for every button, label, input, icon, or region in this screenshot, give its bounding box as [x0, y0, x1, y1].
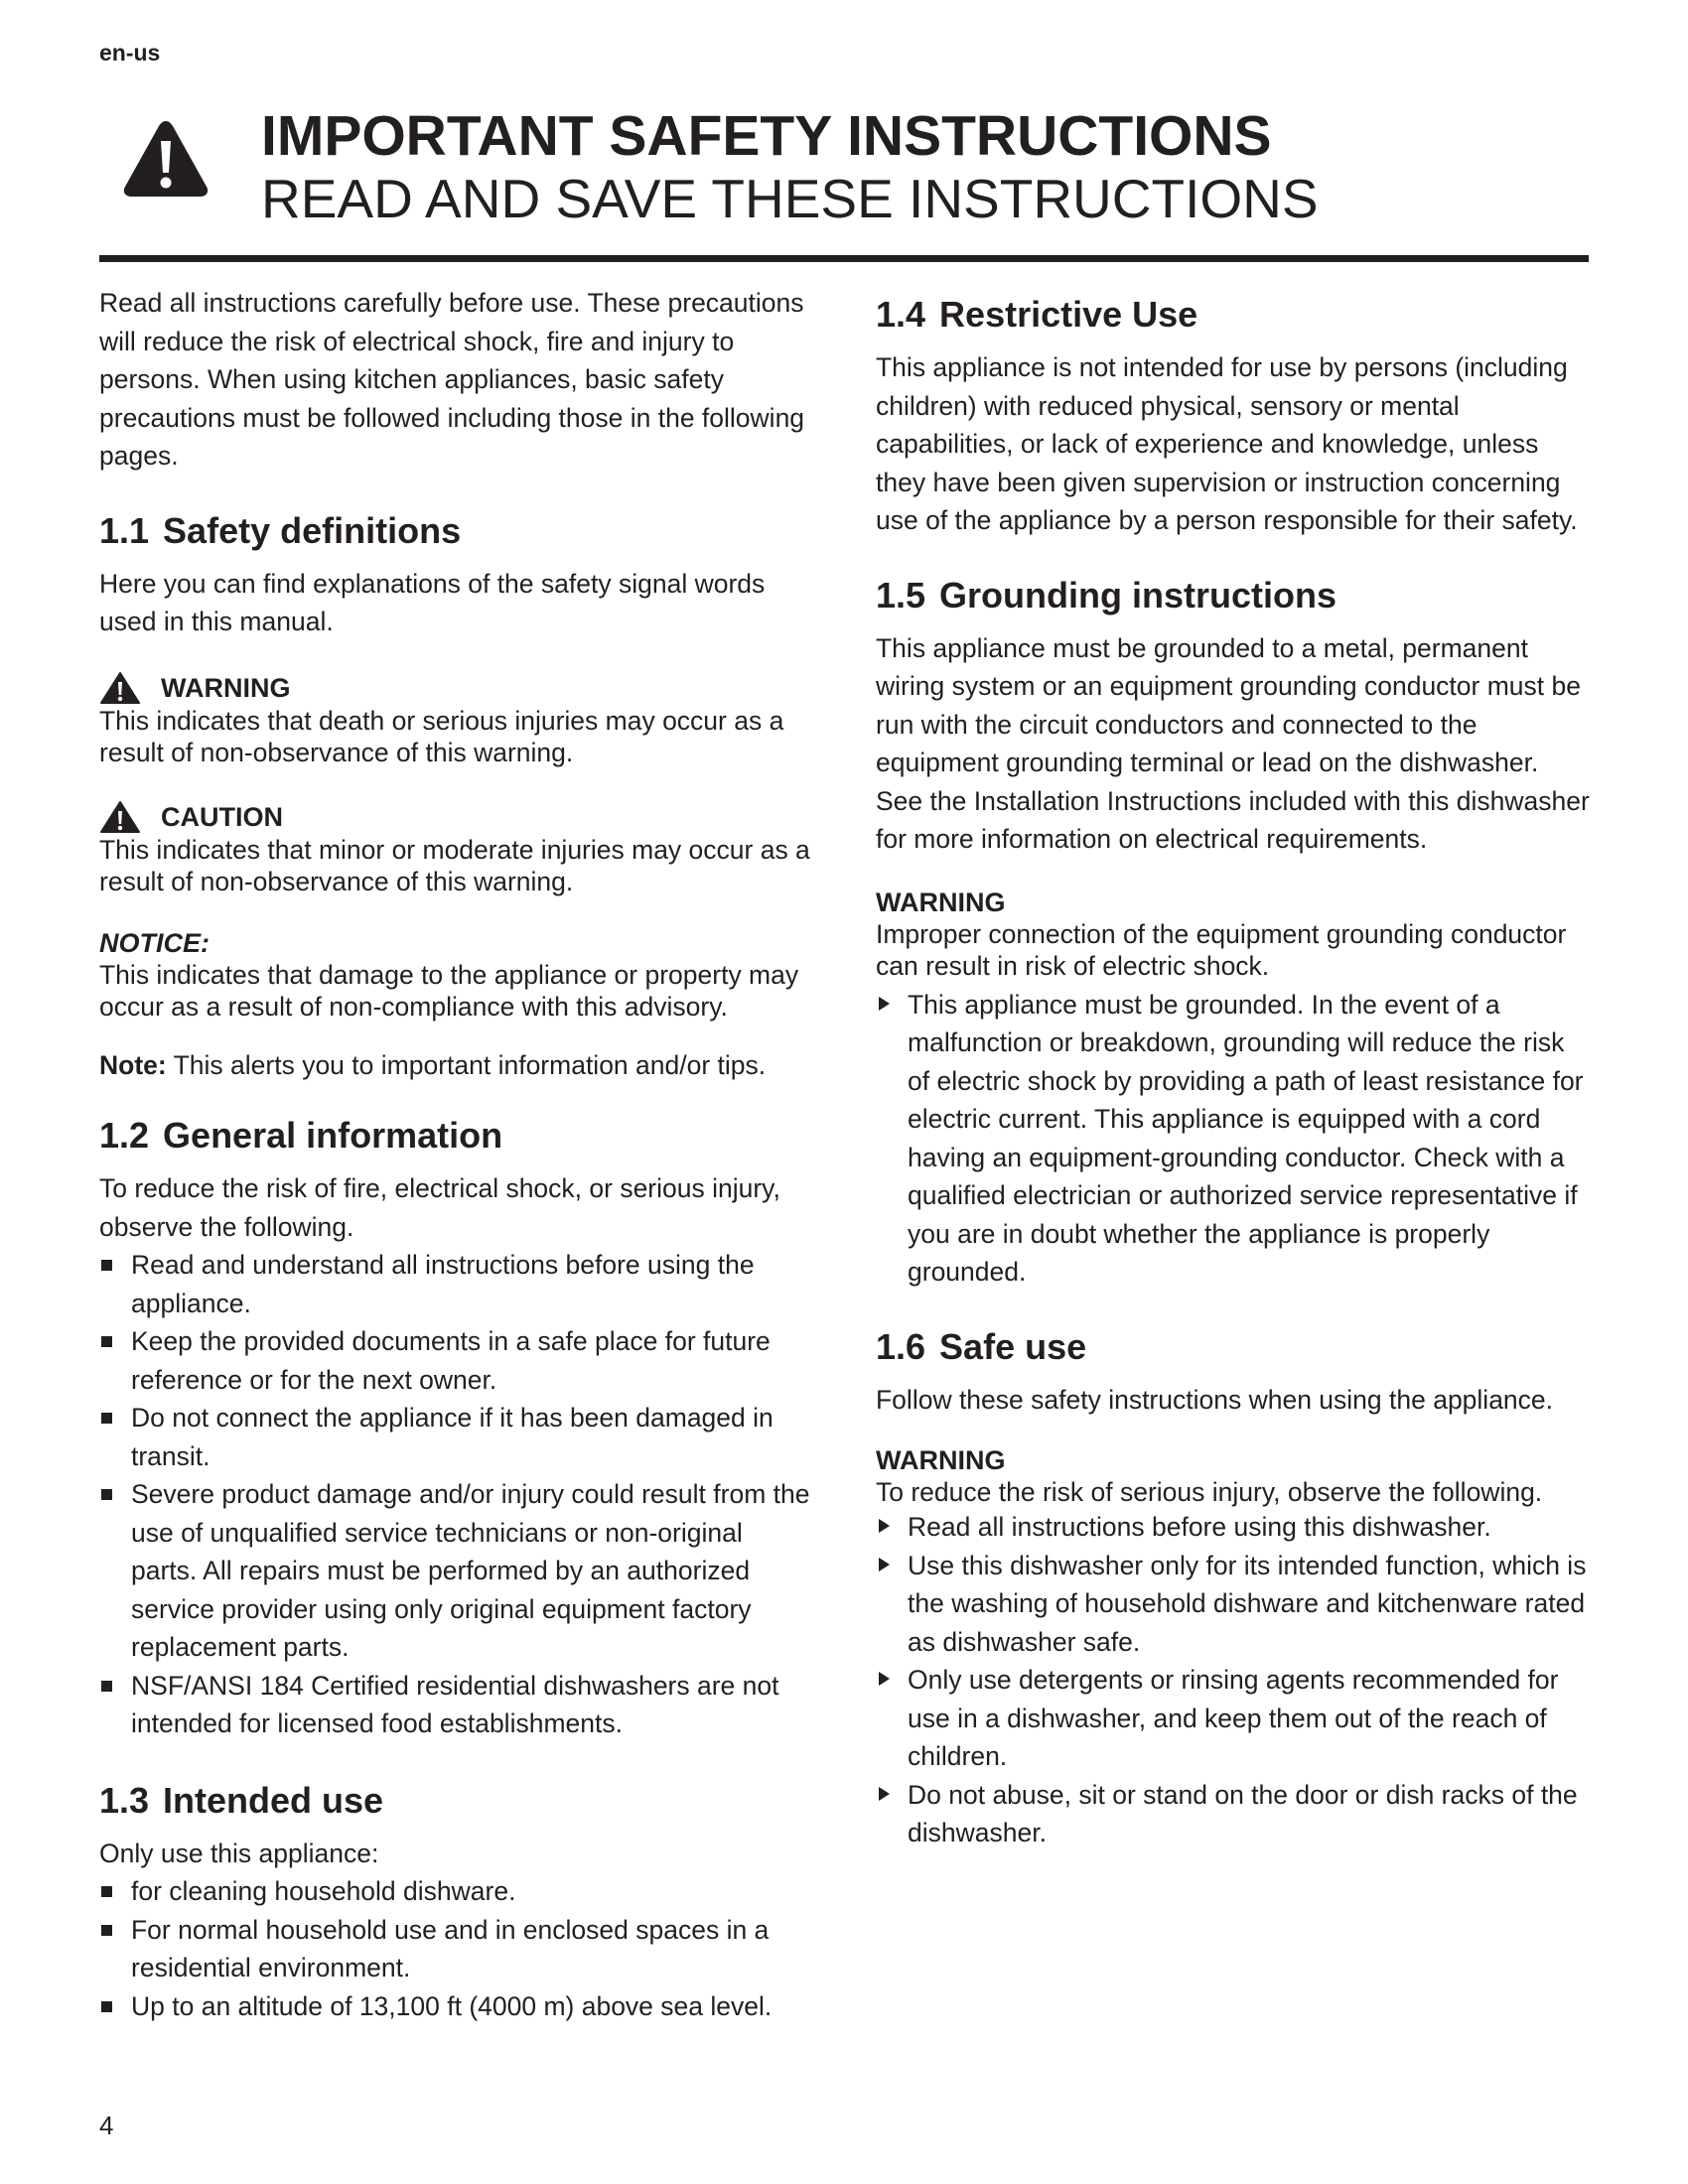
section-title: Intended use	[163, 1779, 384, 1821]
title-block	[261, 103, 1319, 228]
notice-label: NOTICE:	[99, 927, 210, 958]
page-number: 4	[99, 2111, 114, 2140]
note-label: Note:	[99, 1049, 167, 1080]
safe-use-warning-label: WARNING	[876, 1445, 1006, 1475]
section-1-3-text: Only use this appliance:	[99, 1838, 379, 1868]
list-item: Read and understand all instructions before using the appliance.	[99, 1246, 814, 1322]
list-item: For normal household use and in enclosed spaces in a residential environment.	[99, 1911, 814, 1987]
list-item: Use this dishwasher only for its intended function, which is the washing of household dishware and kitchenware rated as dishwasher safe.	[876, 1547, 1591, 1662]
intended-use-list	[99, 1872, 814, 2025]
warning-text: This indicates that death or serious injuries may occur as a result of non-observance of this warning.	[99, 705, 784, 767]
section-1-5-text: This appliance must be grounded to a metal, permanent wiring system or an equipment grounding conductor must be run with the circuit conductors and connected to the equipment grounding terminal or lead on the dishwasher. See the Installation Instructions included with this dishwasher for more information on electrical requirements.	[876, 632, 1590, 854]
section-1-1-text: Here you can find explanations of the safety signal words used in this manual.	[99, 568, 766, 636]
section-title: Safety definitions	[163, 509, 462, 551]
list-item: NSF/ANSI 184 Certified residential dishwashers are not intended for licensed food establishments.	[99, 1667, 814, 1743]
general-info-list	[99, 1246, 814, 1743]
list-item: Do not abuse, sit or stand on the door or dish racks of the dishwasher.	[876, 1776, 1591, 1852]
list-item: This appliance must be grounded. In the event of a malfunction or breakdown, grounding will reduce the risk of electric shock by providing a path of least resistance for electric current. This appliance is equipped with a cord having an equipment-grounding conductor. Check with a qualified electrician or authorized service representative if you are in doubt whether the appliance is properly grounded.	[876, 986, 1591, 1292]
grounding-warning-text: Improper connection of the equipment grounding conductor can result in risk of electric shock.	[876, 918, 1567, 981]
section-number: 1.3	[99, 1779, 150, 1821]
warning-label: WARNING	[161, 672, 291, 703]
language-code: en-us	[99, 40, 161, 66]
warning-triangle-icon	[121, 117, 211, 199]
caution-signal	[99, 800, 814, 834]
section-1-2-text: To reduce the risk of fire, electrical shock, or serious injury, observe the following.	[99, 1173, 780, 1242]
section-title: General information	[163, 1115, 503, 1156]
page-subtitle: READ AND SAVE THESE INSTRUCTIONS	[261, 168, 1319, 229]
section-title: Safe use	[939, 1325, 1087, 1367]
note-paragraph	[99, 1046, 814, 1085]
section-number: 1.1	[99, 509, 150, 551]
page-title: IMPORTANT SAFETY INSTRUCTIONS	[261, 104, 1272, 168]
grounding-warning-label: WARNING	[876, 887, 1006, 917]
section-number: 1.2	[99, 1115, 150, 1156]
section-number: 1.4	[876, 294, 926, 335]
list-item: Up to an altitude of 13,100 ft (4000 m) above sea level.	[99, 1987, 814, 2026]
right-column	[876, 284, 1591, 1852]
warning-small-icon	[99, 671, 141, 705]
grounding-list	[876, 986, 1591, 1292]
section-1-5-heading	[876, 574, 1591, 617]
section-title: Restrictive Use	[939, 294, 1198, 335]
section-number: 1.5	[876, 574, 926, 615]
list-item: Read all instructions before using this dishwasher.	[876, 1508, 1591, 1547]
list-item: Only use detergents or rinsing agents recommended for use in a dishwasher, and keep them out of the reach of children.	[876, 1661, 1591, 1776]
safe-use-list	[876, 1508, 1591, 1852]
intro-paragraph: Read all instructions carefully before use. These precautions will reduce the risk of electrical shock, fire and injury to persons. When using kitchen appliances, basic safety precautions must be followed including those in the following pages.	[99, 288, 805, 471]
notice-text: This indicates that damage to the appliance or property may occur as a result of non-compliance with this advisory.	[99, 959, 799, 1022]
list-item: Do not connect the appliance if it has been damaged in transit.	[99, 1399, 814, 1475]
list-item: Keep the provided documents in a safe place for future reference or for the next owner.	[99, 1322, 814, 1399]
caution-small-icon	[99, 800, 141, 834]
caution-text: This indicates that minor or moderate injuries may occur as a result of non-observance of this warning.	[99, 834, 810, 896]
warning-signal	[99, 671, 814, 705]
list-item: for cleaning household dishware.	[99, 1872, 814, 1911]
section-1-4-heading	[876, 293, 1591, 337]
section-1-4-text: This appliance is not intended for use by persons (including children) with reduced physical, sensory or mental capabilities, or lack of experience and knowledge, unless they have been given supervision or instruction concerning use of the appliance by a person responsible for their safety.	[876, 352, 1578, 535]
note-text: This alerts you to important information and/or tips.	[173, 1049, 767, 1080]
section-1-3-heading	[99, 1779, 814, 1823]
section-title: Grounding instructions	[939, 574, 1337, 615]
section-1-6-heading	[876, 1325, 1591, 1369]
safe-use-warning-text: To reduce the risk of serious injury, observe the following.	[876, 1477, 1543, 1507]
section-1-1-heading	[99, 509, 814, 553]
title-divider	[99, 255, 1589, 262]
list-item: Severe product damage and/or injury could result from the use of unqualified service technicians or non-original parts. All repairs must be performed by an authorized service provider using only original equipment factory replacement parts.	[99, 1475, 814, 1667]
section-1-6-text: Follow these safety instructions when using the appliance.	[876, 1384, 1554, 1415]
caution-label: CAUTION	[161, 801, 283, 832]
section-1-2-heading	[99, 1114, 814, 1158]
left-column	[99, 284, 814, 2025]
section-number: 1.6	[876, 1325, 926, 1367]
